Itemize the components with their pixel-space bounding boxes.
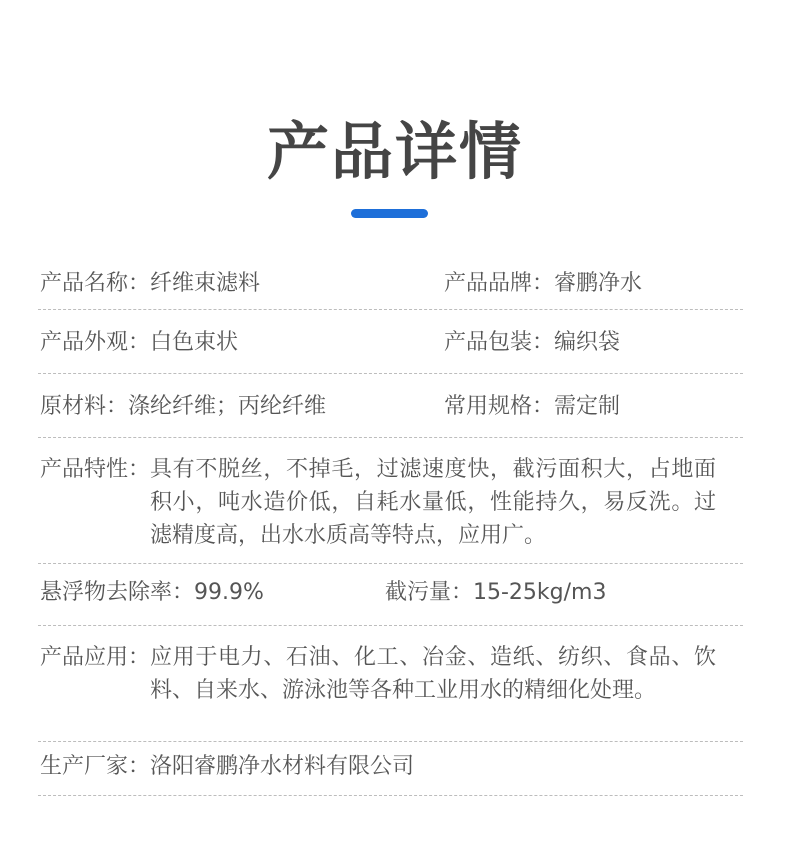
dirt-holding-capacity: 截污量：15-25kg/m3 (385, 580, 607, 605)
applications-label: 产品应用： (40, 645, 151, 670)
product-features (40, 453, 716, 552)
spec-row-name-brand (38, 250, 743, 310)
spec-row-manufacturer (38, 742, 743, 796)
product-name: 产品名称：纤维束滤料 (40, 271, 261, 296)
features-label: 产品特性： (40, 457, 151, 482)
product-brand: 产品品牌：睿鹏净水 (444, 271, 643, 296)
spec-row-removal-capacity (38, 564, 743, 626)
spec-row-features (38, 438, 743, 564)
manufacturer: 生产厂家：洛阳睿鹏净水材料有限公司 (40, 754, 415, 779)
suspended-solids-removal-rate: 悬浮物去除率：99.9% (40, 580, 264, 605)
applications-text: 应用于电力、石油、化工、冶金、造纸、纺织、食品、饮料、自来水、游泳池等各种工业用水的精细化处理。 (150, 645, 717, 703)
common-specification: 常用规格：需定制 (444, 394, 621, 419)
spec-row-appearance-packaging (38, 310, 743, 374)
title-accent-bar (351, 209, 428, 218)
product-packaging: 产品包装：编织袋 (444, 330, 621, 355)
spec-row-applications (38, 626, 743, 742)
spec-list (38, 250, 743, 796)
product-appearance: 产品外观：白色束状 (40, 330, 239, 355)
raw-material: 原材料：涤纶纤维；丙纶纤维 (40, 394, 327, 419)
spec-row-material-specification (38, 374, 743, 438)
product-applications (40, 641, 716, 707)
features-text: 具有不脱丝，不掉毛，过滤速度快，截污面积大，占地面积小，吨水造价低，自耗水量低，性能持久，易反洗。过滤精度高，出水水质高等特点，应用广。 (150, 457, 717, 548)
page-title: 产品详情 (266, 115, 523, 188)
